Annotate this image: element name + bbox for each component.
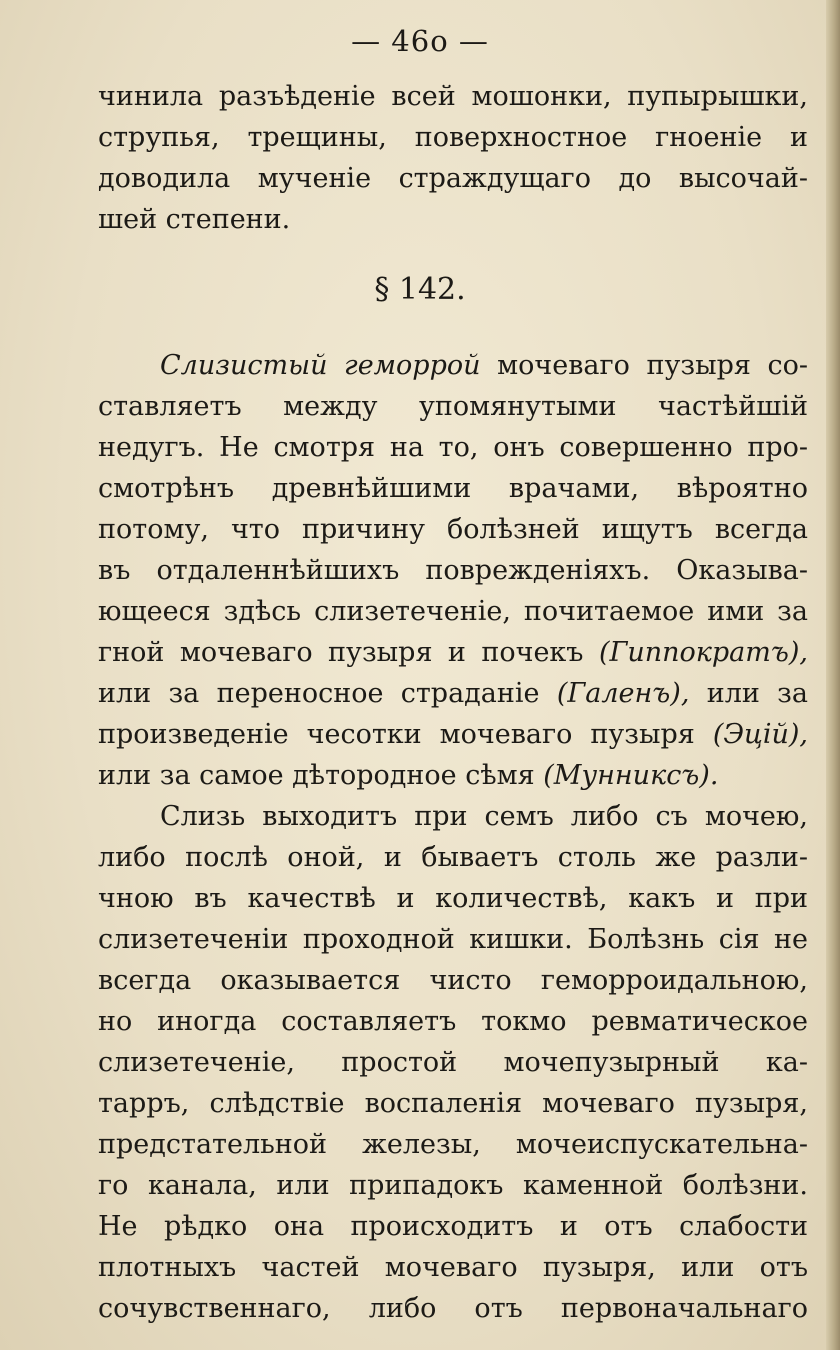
text-line bbox=[98, 632, 808, 673]
text-line: въ отдаленнѣйшихъ поврежденіяхъ. Оказыва- bbox=[98, 555, 808, 586]
main-text bbox=[98, 345, 808, 1329]
italic-citation: (Эцій), bbox=[712, 719, 808, 750]
text-line: всегда оказывается чисто геморроидальною, bbox=[98, 965, 808, 996]
text-line: ставляетъ между упомянутыми частѣйшій bbox=[98, 391, 808, 422]
text-line: шей степени. bbox=[98, 204, 291, 235]
text-line: слизетеченіе, простой мочепузырный ка- bbox=[98, 1047, 808, 1078]
italic-term: Слизистый геморрой bbox=[160, 350, 481, 381]
text-line: недугъ. Не смотря на то, онъ совершенно про- bbox=[98, 432, 808, 463]
text-run: мочеваго пузыря со- bbox=[480, 350, 808, 381]
text-run: произведеніе чесотки мочеваго пузыря bbox=[98, 719, 713, 750]
text-line bbox=[98, 673, 808, 714]
text-line: доводила мученіе страждущаго до высочай- bbox=[98, 163, 808, 194]
page-edge bbox=[826, 0, 840, 1350]
text-line: чинила разъѣденіе всей мошонки, пупырышки, bbox=[98, 81, 808, 112]
italic-citation: (Гиппократъ), bbox=[598, 637, 808, 668]
text-line: го канала, или припадокъ каменной болѣзни. bbox=[98, 1170, 808, 1201]
text-line: чною въ качествѣ и количествѣ, какъ и при bbox=[98, 883, 808, 914]
text-run: или за самое дѣтородное сѣмя bbox=[98, 760, 544, 791]
section-heading: § 142. bbox=[374, 272, 466, 307]
text-line: ющееся здѣсь слизетеченіе, почитаемое ими за bbox=[98, 596, 808, 627]
text-line: сочувственнаго, либо отъ первоначальнаго bbox=[98, 1293, 808, 1324]
text-line: Не рѣдко она происходитъ и отъ слабости bbox=[98, 1211, 808, 1242]
text-line: плотныхъ частей мочеваго пузыря, или отъ bbox=[98, 1252, 808, 1283]
text-line bbox=[98, 714, 808, 755]
italic-citation: (Мунниксъ). bbox=[543, 760, 719, 791]
text-run: гной мочеваго пузыря и почекъ bbox=[98, 637, 599, 668]
text-line: слизетеченіи проходной кишки. Болѣзнь сія не bbox=[98, 924, 808, 955]
text-line bbox=[98, 755, 808, 796]
page-number: — 46о — bbox=[351, 24, 489, 58]
text-line: либо послѣ оной, и бываетъ столь же разли- bbox=[98, 842, 808, 873]
italic-citation: (Галенъ), bbox=[556, 678, 690, 709]
text-line bbox=[98, 345, 808, 386]
continued-paragraph bbox=[98, 76, 808, 240]
text-run: или за переносное страданіе bbox=[98, 678, 557, 709]
text-line: предстательной железы, мочеиспускательна- bbox=[98, 1129, 808, 1160]
text-line: тарръ, слѣдствіе воспаленія мочеваго пузыря, bbox=[98, 1088, 808, 1119]
text-line: смотрѣнъ древнѣйшими врачами, вѣроятно bbox=[98, 473, 808, 504]
text-run: или за bbox=[689, 678, 808, 709]
text-line: струпья, трещины, поверхностное гноеніе и bbox=[98, 122, 808, 153]
text-line: Слизь выходитъ при семъ либо съ мочею, bbox=[160, 801, 808, 832]
text-line: но иногда составляетъ токмо ревматическое bbox=[98, 1006, 808, 1037]
text-line: потому, что причину болѣзней ищутъ всегда bbox=[98, 514, 808, 545]
